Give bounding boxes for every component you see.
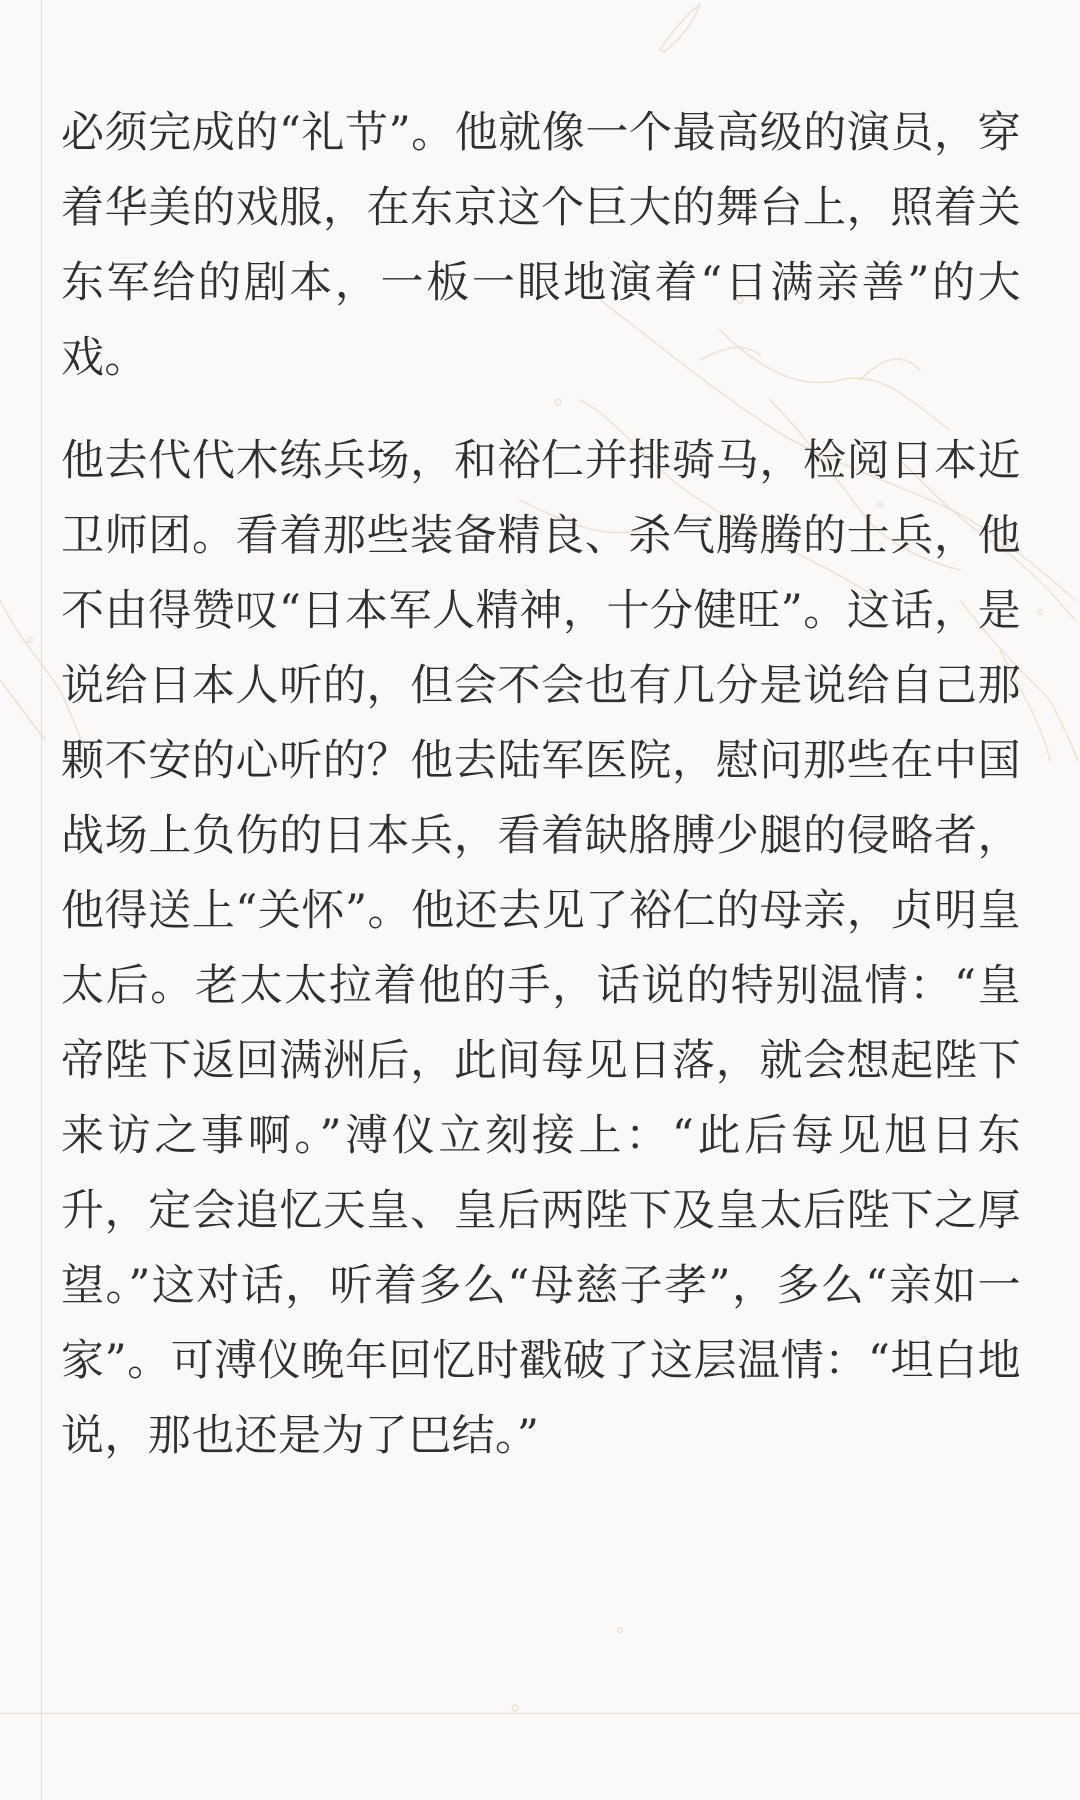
article-body	[61, 96, 1021, 1502]
paragraph: 必须完成的“礼节”。他就像一个最高级的演员，穿着华美的戏服，在东京这个巨大的舞台上，照着关东军给的剧本，一板一眼地演着“日满亲善”的大戏。	[61, 108, 1021, 383]
bottom-rule	[0, 1713, 1080, 1714]
left-margin-rule	[41, 0, 42, 1800]
paragraph: 他去代代木练兵场，和裕仁并排骑马，检阅日本近卫师团。看着那些装备精良、杀气腾腾的士兵，他不由得赞叹“日本军人精神，十分健旺”。这话，是说给日本人听的，但会不会也有几分是说给自己那颗不安的心听的？他去陆军医院，慰问那些在中国战场上负伤的日本兵，看着缺胳膊少腿的侵略者，他得送上“关怀”。他还去见了裕仁的母亲，贞明皇太后。老太太拉着他的手，话说的特别温情：“皇帝陛下返回满洲后，此间每见日落，就会想起陛下来访之事啊。”溥仪立刻接上：“此后每见旭日东升，定会追忆天皇、皇后两陛下及皇太后陛下之厚望。”这对话，听着多么“母慈子孝”，多么“亲如一家”。可溥仪晚年回忆时戳破了这层温情：“坦白地说，那也还是为了巴结。”	[61, 436, 1021, 1461]
